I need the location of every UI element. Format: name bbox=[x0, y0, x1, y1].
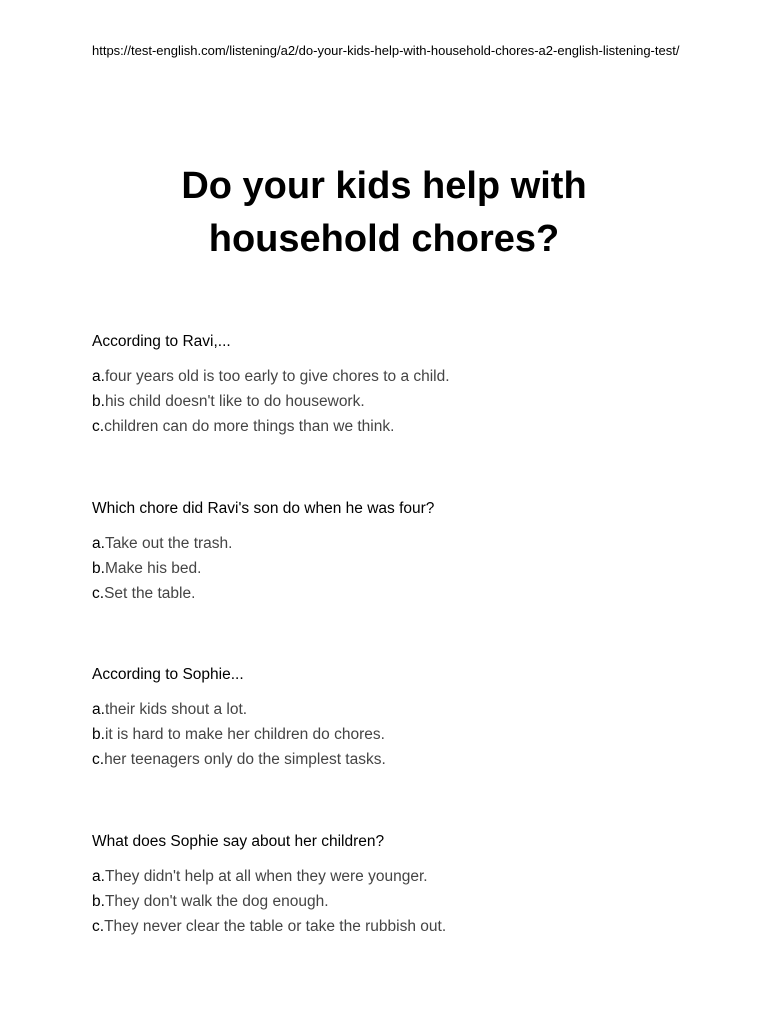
question-block-2 bbox=[92, 499, 692, 606]
option-text: Set the table. bbox=[104, 585, 196, 602]
option-letter: c. bbox=[92, 585, 105, 602]
option-text: They don't walk the dog enough. bbox=[104, 893, 329, 910]
option-c bbox=[92, 747, 692, 772]
option-c bbox=[92, 414, 692, 439]
option-a bbox=[92, 697, 692, 722]
options-list bbox=[92, 864, 692, 939]
option-letter: a. bbox=[92, 535, 105, 552]
question-block-4 bbox=[92, 832, 692, 939]
option-a bbox=[92, 864, 692, 889]
option-letter: a. bbox=[92, 368, 105, 385]
option-letter: c. bbox=[92, 751, 105, 768]
option-letter: c. bbox=[92, 418, 105, 435]
option-text: her teenagers only do the simplest tasks. bbox=[104, 751, 386, 768]
title-line-2: household chores? bbox=[208, 218, 560, 260]
question-text: According to Ravi,... bbox=[92, 333, 231, 350]
options-list bbox=[92, 531, 692, 606]
question-text: Which chore did Ravi's son do when he was four? bbox=[92, 500, 435, 517]
option-letter: b. bbox=[92, 393, 105, 410]
option-text: Take out the trash. bbox=[104, 535, 233, 552]
title-line-1: Do your kids help with bbox=[181, 165, 587, 207]
option-text: four years old is too early to give chores to a child. bbox=[104, 368, 450, 385]
option-text: their kids shout a lot. bbox=[104, 701, 248, 718]
option-letter: b. bbox=[92, 560, 105, 577]
option-c bbox=[92, 914, 692, 939]
question-text: According to Sophie... bbox=[92, 666, 244, 683]
question-text: What does Sophie say about her children? bbox=[92, 833, 385, 850]
question-block-1 bbox=[92, 332, 692, 439]
option-text: They didn't help at all when they were younger. bbox=[104, 868, 428, 885]
option-b bbox=[92, 722, 692, 747]
option-letter: b. bbox=[92, 726, 105, 743]
option-c bbox=[92, 581, 692, 606]
option-letter: c. bbox=[92, 918, 105, 935]
source-url: https://test-english.com/listening/a2/do-your-kids-help-with-household-chores-a2-english-listening-test/ bbox=[92, 43, 680, 58]
option-text: Make his bed. bbox=[104, 560, 202, 577]
option-letter: a. bbox=[92, 868, 105, 885]
option-text: children can do more things than we think. bbox=[104, 418, 395, 435]
option-b bbox=[92, 556, 692, 581]
option-a bbox=[92, 531, 692, 556]
option-letter: a. bbox=[92, 701, 105, 718]
option-text: his child doesn't like to do housework. bbox=[104, 393, 365, 410]
option-a bbox=[92, 364, 692, 389]
option-letter: b. bbox=[92, 893, 105, 910]
option-text: They never clear the table or take the rubbish out. bbox=[104, 918, 447, 935]
options-list bbox=[92, 364, 692, 439]
option-b bbox=[92, 889, 692, 914]
option-b bbox=[92, 389, 692, 414]
options-list bbox=[92, 697, 692, 772]
option-text: it is hard to make her children do chores. bbox=[104, 726, 385, 743]
page-title bbox=[0, 160, 768, 266]
question-block-3 bbox=[92, 665, 692, 772]
